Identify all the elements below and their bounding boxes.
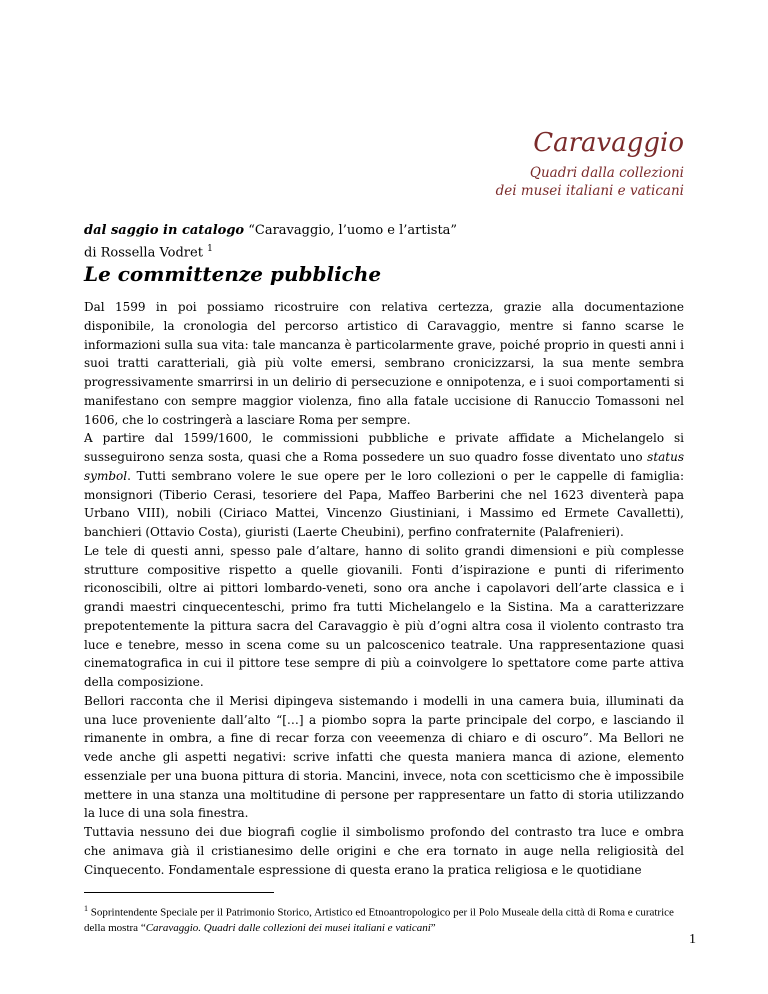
paragraph-5: Tuttavia nessuno dei due biografi coglie il simbolismo profondo del contrasto tra luce e ombra che animava già il cristianesimo delle origini e che era tornato in auge nella religiosità del Cinquecento. Fondamentale espressione di questa erano la pratica religiosa e le quotidiane <box>84 825 684 877</box>
source-line-1 <box>84 222 457 240</box>
footnote-reference: 1 <box>207 244 213 254</box>
page-number: 1 <box>689 932 696 947</box>
paragraph-2-part-a: A partire dal 1599/1600, le commissioni pubbliche e private affidate a Michelangelo si susseguirono senza sosta, quasi che a Roma possedere un suo quadro fosse diventato uno <box>84 431 684 464</box>
footnote-text-emphasis: Caravaggio. Quadri dalle collezioni dei musei italiani e vaticani <box>145 921 431 934</box>
source-citation <box>84 222 457 262</box>
paragraph-2-part-b: . Tutti sembrano volere le sue opere per le loro collezioni o per le cappelle di famiglia: monsignori (Tiberio Cerasi, tesoriere del Papa, Maffeo Barberini che nel 1623 diventerà papa Urbano VIII), nobili (Ciriaco Mattei, Vincenzo Giustiniani, i Massimo ed Ermete Cavalletti), banchieri (Ottavio Costa), giuristi (Laerte Cheubini), perfino confraternite (Palafrenieri). <box>84 468 684 539</box>
footnote <box>84 901 684 936</box>
footnote-text-b: ” <box>430 921 436 934</box>
source-quote: “Caravaggio, l’uomo e l’artista” <box>248 223 458 238</box>
header-subtitle-line-2: dei musei italiani e vaticani <box>495 183 684 199</box>
paragraph-4: Bellori racconta che il Merisi dipingeva sistemando i modelli in una camera buia, illuminati da una luce proveniente dall’alto “[…] a piombo sopra la parte principale del corpo, e lasciando il rimanente in ombra, a fine di recar forza con veeemenza di chiaro e di oscuro”. Ma Bellori ne vede anche gli aspetti negativi: scrive infatti che questa maniera manca di azione, elemento essenziale per una buona pittura di storia. Mancini, invece, nota con scetticismo che è impossibile mettere in una stanza una moltitudine di persone per rappresentare un fatto di storia utilizzando la luce di una sola finestra. <box>84 693 684 821</box>
paragraph-2 <box>84 429 684 542</box>
paragraph-3: Le tele di questi anni, spesso pale d’altare, hanno di solito grandi dimensioni e più complesse strutture compositive rispetto a quelle giovanili. Fonti d’ispirazione e punti di riferimento riconoscibili, oltre ai pittori lombardo-veneti, sono ora anche i capolavori dell’arte classica e i grandi maestri cinquecenteschi, primo fra tutti Michelangelo e la Sistina. Ma a caratterizzare prepotentemente la pittura sacra del Caravaggio è più d’ogni altra cosa il violento contrasto tra luce e tenebre, messo in scena come su un palcoscenico teatrale. Una rappresentazione quasi cinematografica in cui il pittore tese sempre di più a coinvolgere lo spettatore come parte attiva della composizione. <box>84 543 684 689</box>
paragraph-1: Dal 1599 in poi possiamo ricostruire con relativa certezza, grazie alla documentazione disponibile, la cronologia del percorso artistico di Caravaggio, mentre si fanno scarse le informazioni sulla sua vita: tale mancanza è particolarmente grave, poiché proprio in questi anni i suoi tratti caratteriali, già più volte emersi, sembrano cronicizzarsi, la sua mente sembra progressivamente smarrirsi in un delirio di persecuzione e onnipotenza, e i suoi comportamenti si manifestano con sempre maggior violenza, fino alla fatale uccisione di Ranuccio Tomassoni nel 1606, che lo costringerà a lasciare Roma per sempre. <box>84 300 684 427</box>
header-subtitle-line-1: Quadri dalla collezioni <box>529 165 684 181</box>
source-author: di Rossella Vodret <box>84 245 203 261</box>
source-line-2 <box>84 240 457 262</box>
body-text <box>84 298 684 879</box>
footnote-text-a: Soprintendente Speciale per il Patrimonio Storico, Artistico ed Etnoantropologico per il Polo Museale della città di Roma e curatrice della mostra “ <box>84 906 674 934</box>
section-title: Le committenze pubbliche <box>84 262 382 286</box>
footnote-number: 1 <box>84 904 88 913</box>
header-title: Caravaggio <box>533 128 684 158</box>
source-lead: dal saggio in catalogo <box>84 223 245 238</box>
paragraph-2-emphasis: status symbol <box>84 450 684 483</box>
header-subtitle <box>496 164 684 200</box>
footnote-separator <box>84 892 274 893</box>
